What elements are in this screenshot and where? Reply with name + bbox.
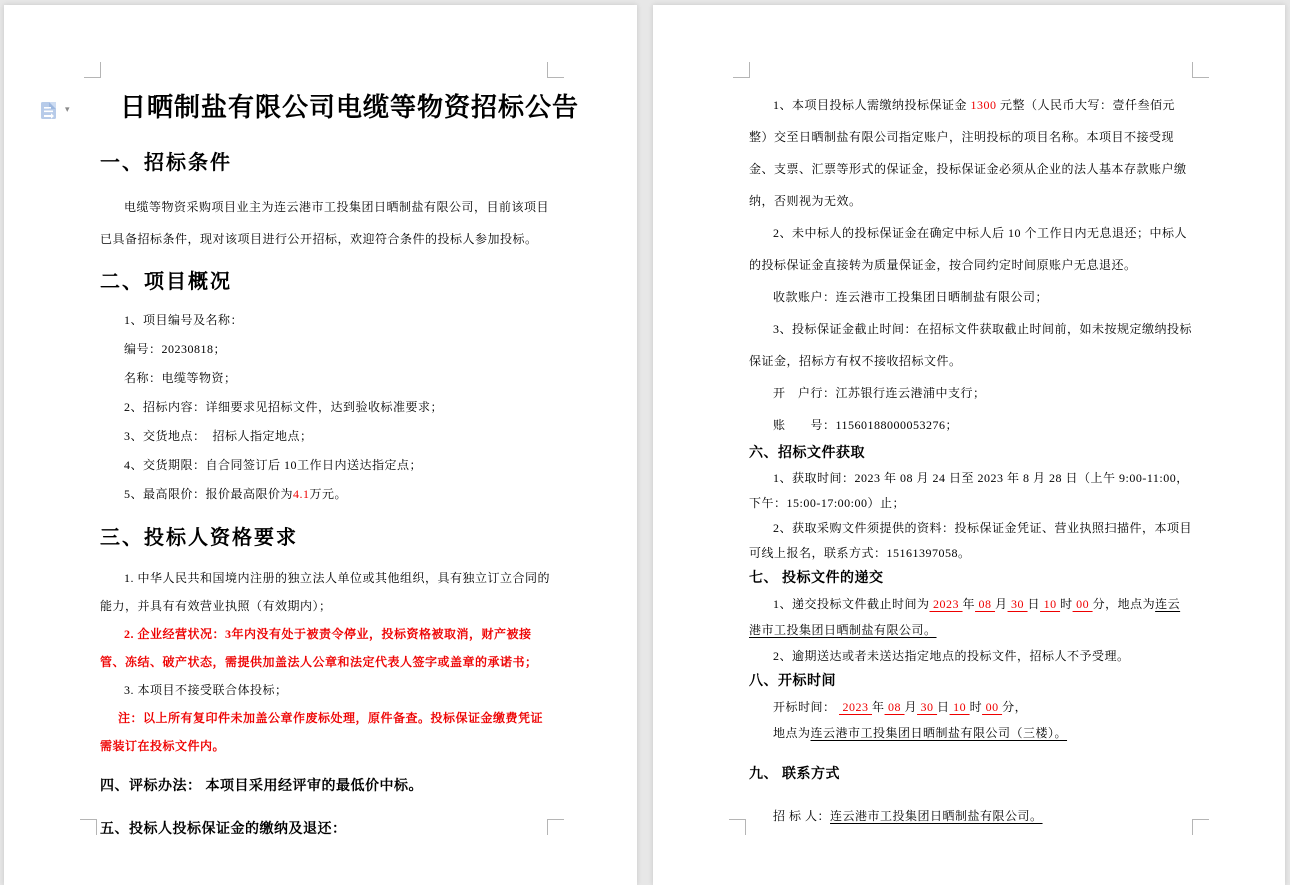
opening-minute: 00	[982, 700, 1003, 714]
qualification-item-1: 1. 中华人民共和国境内注册的独立法人单位或其他组织，具有独立订立合同的能力，并具有有效营业执照（有效期内）；	[100, 571, 551, 613]
list-item: 1、项目编号及名称：	[124, 313, 244, 327]
deposit-amount: 1300	[970, 98, 997, 112]
section-heading-8: 八、开标时间	[749, 674, 836, 689]
note-paragraph: 注：以上所有复印件未加盖公章作废标处理，原件备查。投标保证金缴费凭证需装订在投标文件内。	[100, 711, 544, 753]
tenderer-line	[749, 803, 1192, 829]
unit-year: 年	[872, 700, 885, 714]
deadline-year: 2023	[929, 597, 963, 611]
submission-text: 1、递交投标文件截止时间为	[773, 597, 930, 611]
list-item: 名称：电缆等物资；	[124, 371, 237, 385]
obtain-time-paragraph: 1、获取时间：2023 年 08 月 24 日至 2023 年 8 月 28 日（上午 9:00-11:00，下午：15:00-17:00:00）止；	[749, 471, 1189, 510]
deposit-text: 元整（人民币大写：壹仟叁佰元整）交至日晒制盐有限公司指定账户，注明投标的项目名称。本项目不接受现金、支票、汇票等形式的保证金，投标保证金必须从企业的法人基本存款账户缴纳，否则视为无效。	[749, 98, 1187, 208]
submission-deadline-paragraph	[749, 591, 1192, 643]
late-submission-paragraph: 2、逾期送达或者未送达指定地点的投标文件，招标人不予受理。	[773, 649, 1130, 663]
section-heading-7: 七、 投标文件的递交	[749, 571, 884, 586]
paragraph-bid-conditions: 电缆等物资采购项目业主为连云港市工投集团日晒制盐有限公司，目前该项目已具备招标条件，现对该项目进行公开招标，欢迎符合条件的投标人参加投标。	[100, 200, 550, 246]
submission-location: 连云港市工投集团日晒制盐有限公司。	[749, 597, 1181, 637]
list-item: 4、交货期限：自合同签订后 10工作日内送达指定点；	[124, 458, 423, 472]
tenderer-name: 连云港市工投集团日晒制盐有限公司。	[830, 809, 1043, 823]
list-item: 编号：20230818；	[124, 342, 227, 356]
tenderer-label: 招 标 人：	[773, 809, 831, 823]
section-heading-1: 一、招标条件	[100, 152, 232, 174]
deposit-paragraph-2: 2、未中标人的投标保证金在确定中标人后 10 个工作日内无息退还；中标人的投标保证金直接转为质量保证金，按合同约定时间原账户无息退还。	[749, 226, 1188, 272]
unit-minute: 分	[1092, 597, 1106, 611]
crop-mark-bottom-left	[729, 819, 746, 835]
crop-mark-bottom-left	[80, 819, 97, 835]
list-item: 2、招标内容：详细要求见招标文件，达到验收标准要求；	[124, 400, 444, 414]
bank-line: 开 户行：江苏银行连云港浦中支行；	[773, 386, 986, 400]
deadline-month: 08	[975, 597, 996, 611]
document-icon	[40, 101, 58, 121]
deadline-day: 30	[1007, 597, 1028, 611]
crop-mark-top-right	[547, 62, 564, 78]
crop-mark-top-left	[84, 62, 101, 78]
opening-time-line	[749, 694, 1192, 720]
deposit-paragraph-1	[749, 89, 1192, 217]
obtain-materials-paragraph: 2、获取采购文件须提供的资料：投标保证金凭证、营业执照扫描件，本项目可线上报名，联系方式：15161397058。	[749, 521, 1193, 560]
opening-month: 08	[884, 700, 905, 714]
payee-account-line: 收款账户：连云港市工投集团日晒制盐有限公司；	[773, 290, 1049, 304]
account-number-line: 账 号：11560188000053276；	[773, 418, 959, 432]
deadline-hour: 10	[1040, 597, 1061, 611]
page-1[interactable]	[4, 5, 637, 885]
price-limit-unit: 万元。	[309, 487, 348, 501]
section-heading-5: 五、投标人投标保证金的缴纳及退还：	[100, 822, 347, 837]
deadline-minute: 00	[1072, 597, 1093, 611]
opening-hour: 10	[949, 700, 970, 714]
section-heading-6: 六、招标文件获取	[749, 446, 865, 461]
unit-hour: 时	[1060, 597, 1073, 611]
opening-time-label: 开标时间：	[773, 700, 840, 714]
deposit-text: 1、本项目投标人需缴纳投标保证金	[773, 98, 971, 112]
opening-day: 30	[917, 700, 938, 714]
page-2[interactable]	[653, 5, 1285, 885]
qualification-item-3: 3. 本项目不接受联合体投标；	[124, 683, 288, 697]
deposit-deadline-paragraph: 3、投标保证金截止时间：在招标文件获取截止时间前，如未按规定缴纳投标保证金，招标方有权不接收招标文件。	[749, 322, 1193, 368]
crop-mark-top-right	[1192, 62, 1209, 78]
price-limit-value: 4.1	[293, 487, 310, 501]
price-limit-text: 5、最高限价：报价最高限价为	[124, 487, 294, 501]
opening-location-line	[749, 720, 1192, 746]
unit-day: 日	[937, 700, 950, 714]
unit-month: 月	[995, 597, 1008, 611]
section-heading-4: 四、评标办法： 本项目采用经评审的最低价中标。	[100, 779, 423, 794]
crop-mark-bottom-right	[1192, 819, 1209, 835]
document-title: 日晒制盐有限公司电缆等物资招标公告	[120, 93, 580, 122]
opening-year: 2023	[839, 700, 873, 714]
crop-mark-top-left	[733, 62, 750, 78]
section-heading-2: 二、项目概况	[100, 271, 232, 293]
comma: ，	[1014, 700, 1028, 714]
section-heading-9: 九、 联系方式	[749, 767, 840, 782]
list-item: 3、交货地点： 招标人指定地点；	[124, 429, 313, 443]
location-label: 地点为	[773, 726, 811, 740]
unit-year: 年	[962, 597, 976, 611]
qualification-item-2: 2. 企业经营状况：3年内没有处于被责令停业，投标资格被取消，财产被接管、冻结、破产状态，需提供加盖法人公章和法定代表人签字或盖章的承诺书；	[100, 627, 538, 669]
unit-month: 月	[904, 700, 918, 714]
chevron-down-icon[interactable]: ▾	[65, 105, 70, 115]
unit-minute: 分	[1002, 700, 1015, 714]
qualification-list	[100, 564, 551, 760]
location-label: ，地点为	[1105, 597, 1156, 611]
section-heading-3: 三、投标人资格要求	[100, 527, 298, 549]
opening-location: 连云港市工投集团日晒制盐有限公司（三楼）。	[810, 726, 1068, 740]
list-item-price-limit	[100, 480, 551, 509]
project-overview-list	[100, 306, 551, 509]
paragraph-options-widget[interactable]	[40, 101, 76, 125]
unit-day: 日	[1027, 597, 1041, 611]
unit-hour: 时	[969, 700, 983, 714]
